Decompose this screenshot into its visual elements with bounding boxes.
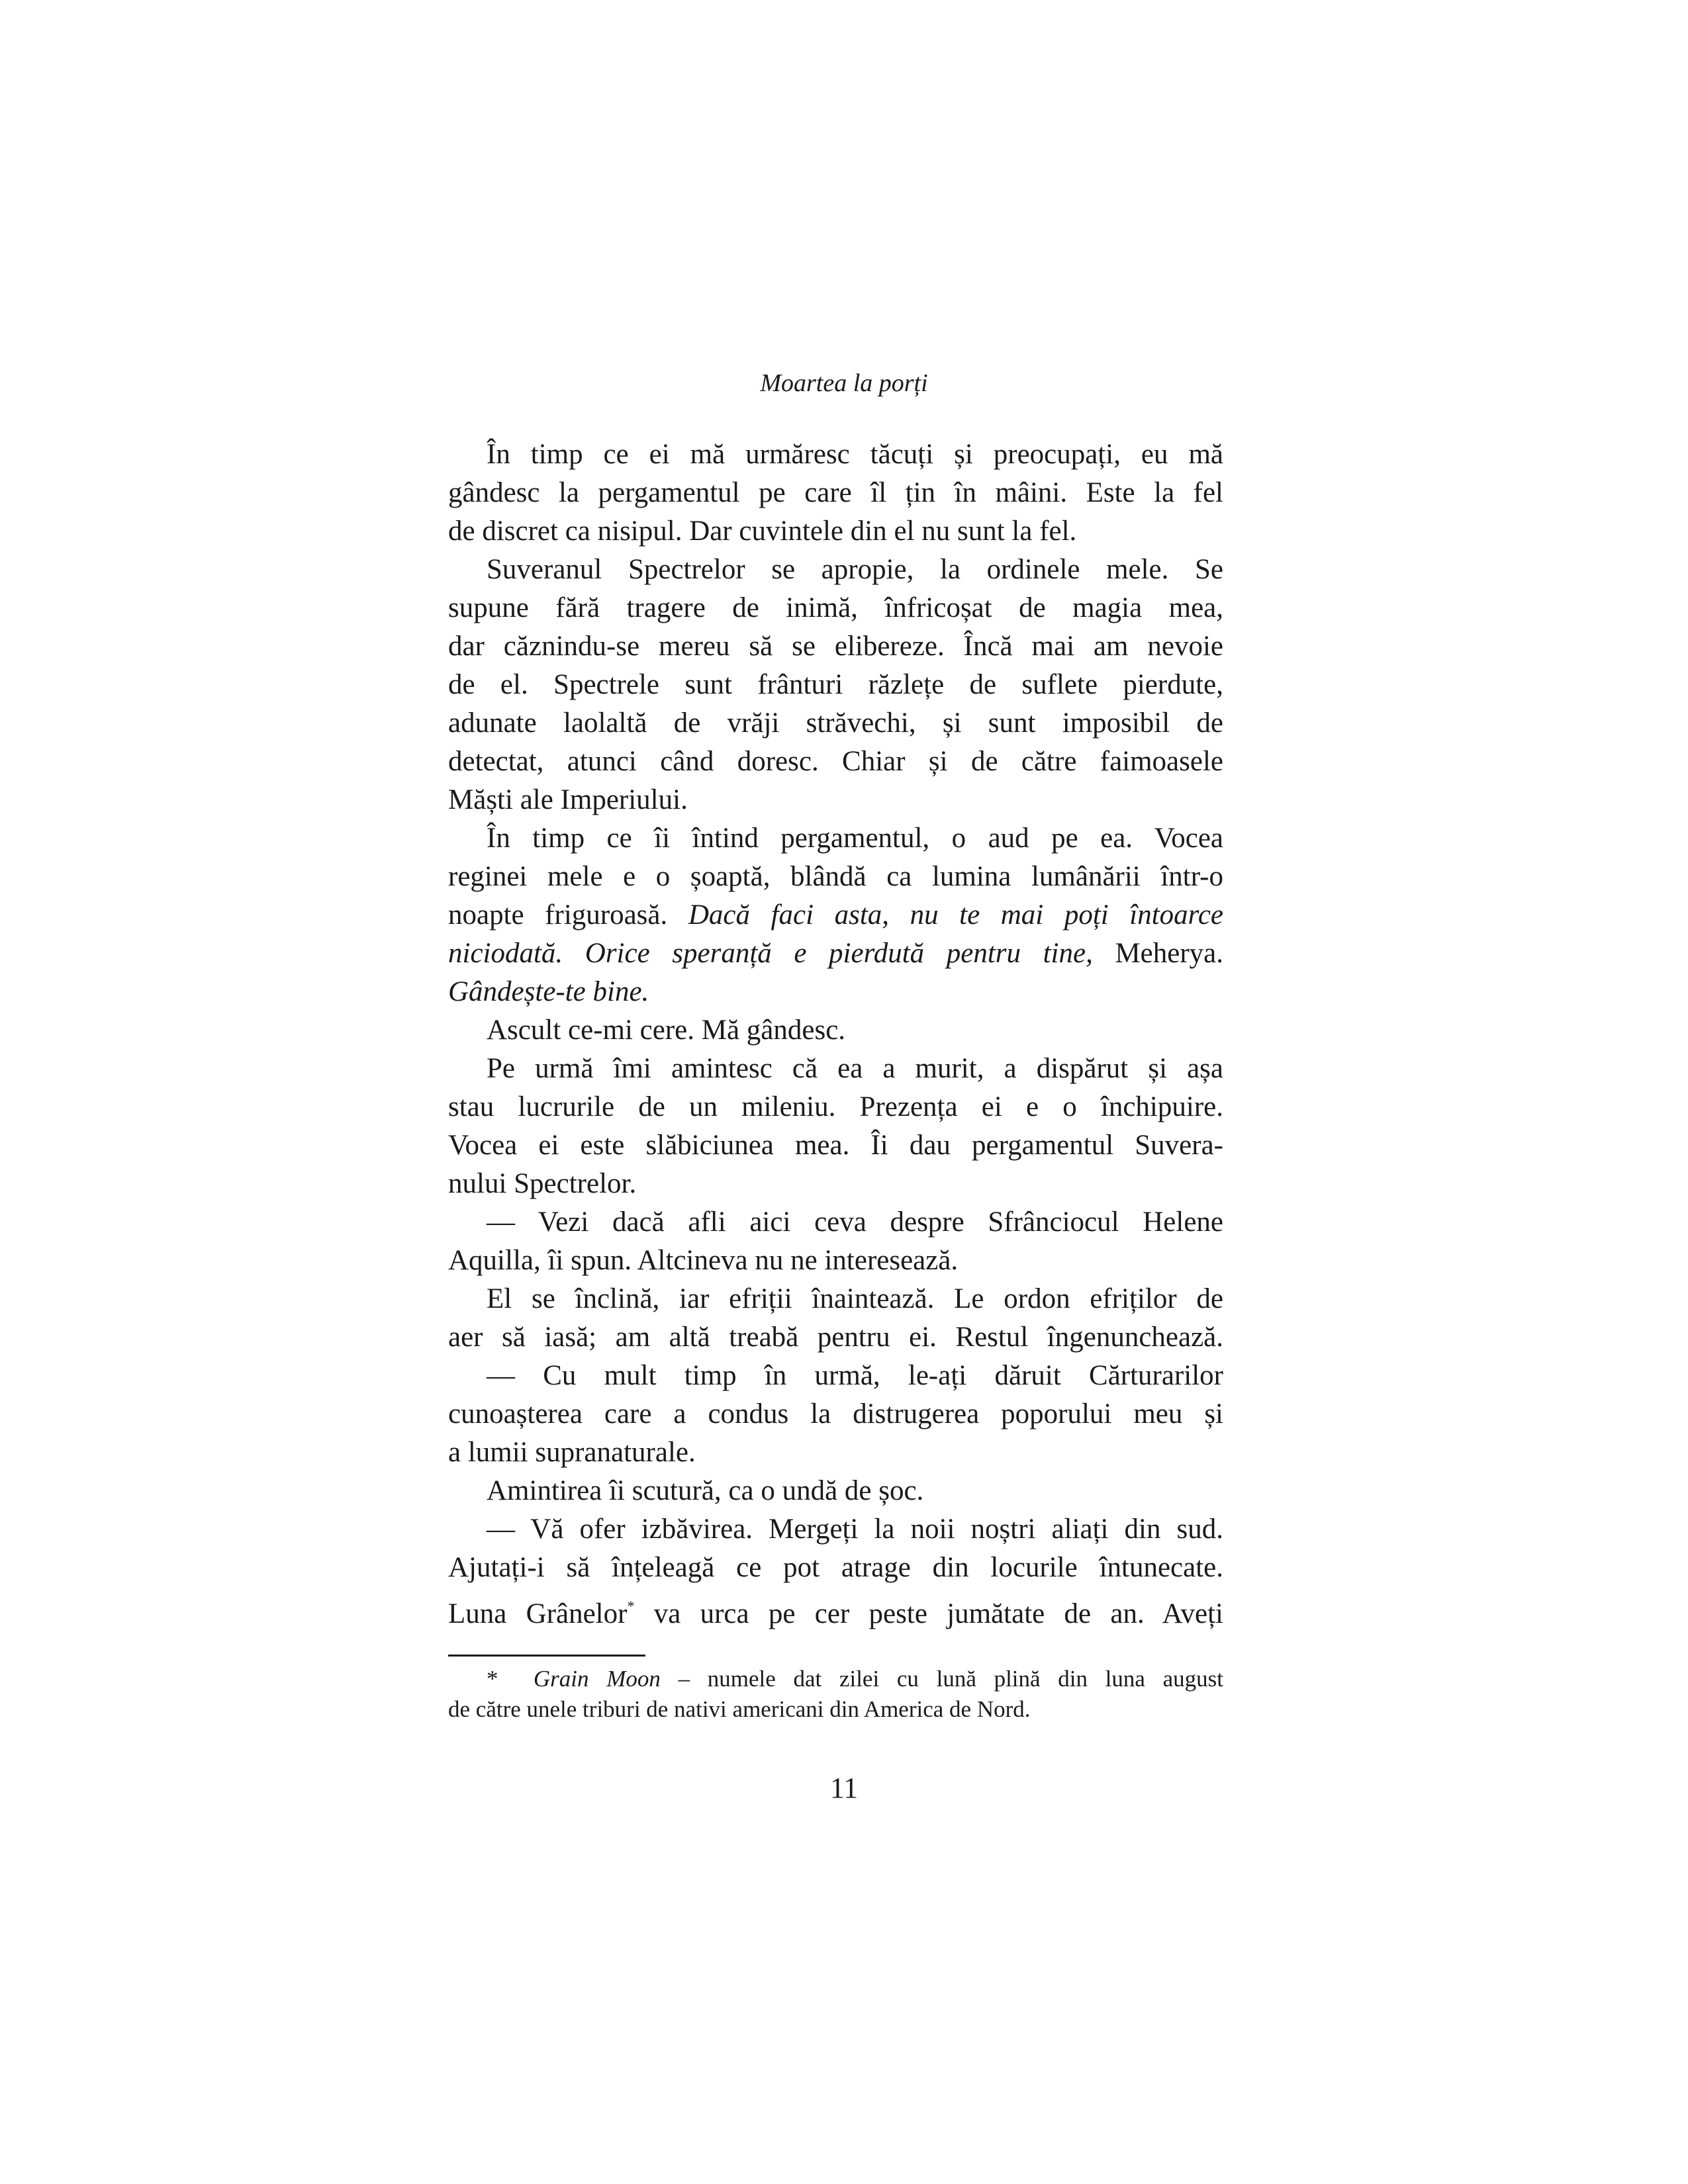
footnote-line <box>448 1664 1223 1694</box>
text-segment: nului Spectrelor. <box>448 1168 637 1199</box>
text-line <box>448 1510 1223 1549</box>
text-segment: va urca pe cer peste jumătate de an. Aveți <box>634 1598 1223 1629</box>
footnote-divider <box>448 1655 645 1657</box>
footnote-text: – numele dat zilei cu lună plină din luna august <box>660 1666 1224 1692</box>
text-segment: supune fără tragere de inimă, înfricoșat de magia mea, <box>448 592 1223 623</box>
text-segment: detectat, atunci când doresc. Chiar și de către faimoasele <box>448 746 1223 777</box>
text-line <box>448 1242 1223 1280</box>
text-segment: Luna Grânelor <box>448 1598 628 1629</box>
footnote <box>448 1664 1223 1725</box>
text-segment: noapte friguroasă. <box>448 899 688 931</box>
text-line <box>448 973 1223 1011</box>
text-segment: Pe urmă îmi amintesc că ea a murit, a dispărut și așa <box>487 1053 1223 1084</box>
text-line <box>448 1433 1223 1472</box>
footnote-reference: * <box>627 1598 635 1614</box>
text-line <box>448 1587 1223 1629</box>
text-line <box>448 435 1223 474</box>
text-segment: Aquilla, îi spun. Altcineva nu ne interesează. <box>448 1245 959 1276</box>
italic-text: Gândește-te bine. <box>448 976 649 1007</box>
text-segment: adunate laolaltă de vrăji străvechi, și sunt imposibil de <box>448 707 1223 739</box>
text-segment: — Vă ofer izbăvirea. Mergeți la noii noștri aliați din sud. <box>487 1514 1223 1545</box>
text-segment: aer să iasă; am altă treabă pentru ei. Restul îngenunchează. <box>448 1322 1223 1353</box>
text-segment: a lumii supranaturale. <box>448 1437 696 1468</box>
text-line <box>448 781 1223 819</box>
text-line <box>448 896 1223 934</box>
text-segment: Amintirea îi scutură, ca o undă de șoc. <box>487 1475 924 1506</box>
text-segment: Vocea ei este slăbiciunea mea. Îi dau pergamentul Suvera- <box>448 1130 1223 1161</box>
text-segment: Suveranul Spectrelor se apropie, la ordinele mele. Se <box>487 554 1223 585</box>
text-line <box>448 858 1223 896</box>
text-line <box>448 934 1223 973</box>
page-number: 11 <box>829 1772 859 1804</box>
text-line <box>448 1357 1223 1395</box>
text-segment: Ascult ce-mi cere. Mă gândesc. <box>487 1015 846 1046</box>
footnote-line: de către unele triburi de nativi americani din America de Nord. <box>448 1696 1031 1722</box>
text-line <box>448 1318 1223 1357</box>
text-line <box>448 1011 1223 1050</box>
text-segment: de discret ca nisipul. Dar cuvintele din el nu sunt la fel. <box>448 516 1077 547</box>
text-line <box>448 512 1223 551</box>
text-line <box>448 704 1223 743</box>
text-segment: Măști ale Imperiului. <box>448 784 688 815</box>
text-line <box>448 1280 1223 1318</box>
text-segment: gândesc la pergamentul pe care îl țin în mâini. Este la fel <box>448 477 1223 508</box>
text-segment: — Cu mult timp în urmă, le-ați dăruit Cărturarilor <box>487 1360 1223 1391</box>
text-segment: stau lucrurile de un mileniu. Prezența ei e o închipuire. <box>448 1091 1223 1122</box>
text-segment: reginei mele e o șoaptă, blândă ca lumina lumânării într-o <box>448 861 1223 892</box>
text-line <box>448 1126 1223 1165</box>
text-segment: În timp ce ei mă urmăresc tăcuți și preocupați, eu mă <box>487 439 1223 470</box>
text-line <box>448 1203 1223 1242</box>
text-segment: Ajutați-i să înțeleagă ce pot atrage din locurile întunecate. <box>448 1552 1223 1583</box>
text-segment: cunoașterea care a condus la distrugerea poporului meu și <box>448 1398 1223 1430</box>
text-line <box>448 1395 1223 1433</box>
text-line <box>448 1050 1223 1088</box>
text-line <box>448 589 1223 627</box>
footnote-term: Grain Moon <box>533 1666 661 1692</box>
text-segment: — Vezi dacă afli aici ceva despre Sfrânciocul Helene <box>487 1206 1223 1238</box>
text-segment: El se înclină, iar efriții înaintează. Le ordon efriților de <box>487 1283 1223 1314</box>
italic-text: Dacă faci asta, nu te mai poți întoarce <box>688 899 1223 931</box>
text-line <box>448 474 1223 512</box>
running-head-title: Moartea la porți <box>760 369 928 397</box>
text-line <box>448 1549 1223 1587</box>
text-line <box>448 551 1223 589</box>
text-line <box>448 627 1223 666</box>
text-line <box>448 1088 1223 1126</box>
text-segment: dar căznindu-se mereu să se elibereze. Încă mai am nevoie <box>448 631 1223 662</box>
text-line <box>448 1165 1223 1203</box>
text-segment: În timp ce îi întind pergamentul, o aud pe ea. Vocea <box>487 823 1223 854</box>
text-line <box>448 666 1223 704</box>
text-line <box>448 819 1223 858</box>
text-segment: de el. Spectrele sunt frânturi răzlețe de suflete pierdute, <box>448 669 1223 700</box>
text-line <box>448 1472 1223 1510</box>
body-text <box>448 435 1223 1629</box>
footnote-marker: * <box>487 1666 498 1692</box>
italic-text: niciodată. Orice speranță e pierdută pentru tine, <box>448 938 1093 969</box>
text-segment: Meherya. <box>1092 938 1223 969</box>
text-line <box>448 743 1223 781</box>
